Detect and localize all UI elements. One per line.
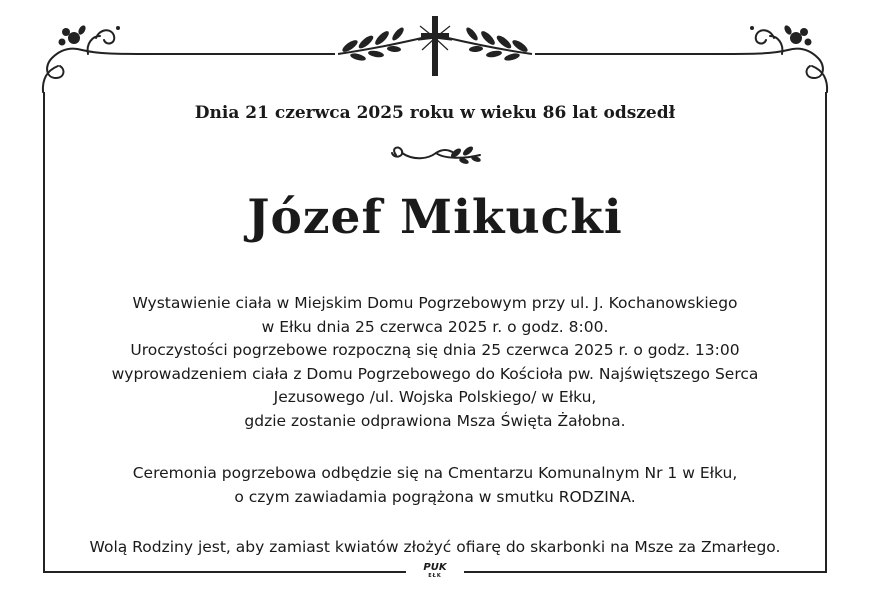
- paragraph-line: w Ełku dnia 25 czerwca 2025 r. o godz. 8:00.: [261, 317, 609, 336]
- corner-flourish-icon: [720, 18, 832, 88]
- intro-line: Dnia 21 czerwca 2025 roku w wieku 86 lat odszedł: [194, 103, 676, 123]
- paragraph-line: gdzie zostanie odprawiona Msza Święta Żałobna.: [244, 411, 626, 430]
- logo-sub-text: EŁK: [428, 573, 442, 579]
- top-left-rule: [150, 53, 335, 55]
- corner-flourish-icon: [38, 18, 150, 88]
- logo-main-text: PUK: [423, 562, 447, 573]
- frame-bottom-right-border: [464, 571, 827, 573]
- puk-logo: [418, 563, 452, 579]
- cross-icon: [416, 14, 454, 78]
- laurel-branch-icon: [446, 20, 534, 60]
- burial-paragraph: [50, 462, 820, 509]
- paragraph-line: Ceremonia pogrzebowa odbędzie się na Cmentarzu Komunalnym Nr 1 w Ełku,: [132, 464, 738, 482]
- paragraph-line: Uroczystości pogrzebowe rozpoczną się dnia 25 czerwca 2025 r. o godz. 13:00: [130, 341, 740, 359]
- deceased-name: Józef Mikucki: [247, 190, 623, 245]
- frame-bottom-left-border: [43, 571, 406, 573]
- paragraph-line: wyprowadzeniem ciała z Domu Pogrzebowego do Kościoła pw. Najświętszego Serca: [111, 364, 759, 383]
- swirl-divider-icon: [384, 143, 486, 167]
- paragraph-line: Wystawienie ciała w Miejskim Domu Pogrzebowym przy ul. J. Kochanowskiego: [132, 294, 738, 312]
- paragraph-line: o czym zawiadamia pogrążona w smutku RODZINA.: [234, 487, 636, 506]
- laurel-branch-icon: [336, 20, 424, 60]
- top-right-rule: [535, 53, 720, 55]
- ceremony-details-paragraph: [50, 292, 820, 433]
- frame-left-border: [43, 92, 45, 572]
- frame-right-border: [825, 92, 827, 572]
- paragraph-line: Jezusowego /ul. Wojska Polskiego/ w Ełku,: [273, 388, 597, 406]
- paragraph-line: Wolą Rodziny jest, aby zamiast kwiatów złożyć ofiarę do skarbonki na Msze za Zmarłego.: [89, 538, 781, 556]
- family-wish-paragraph: [50, 536, 820, 560]
